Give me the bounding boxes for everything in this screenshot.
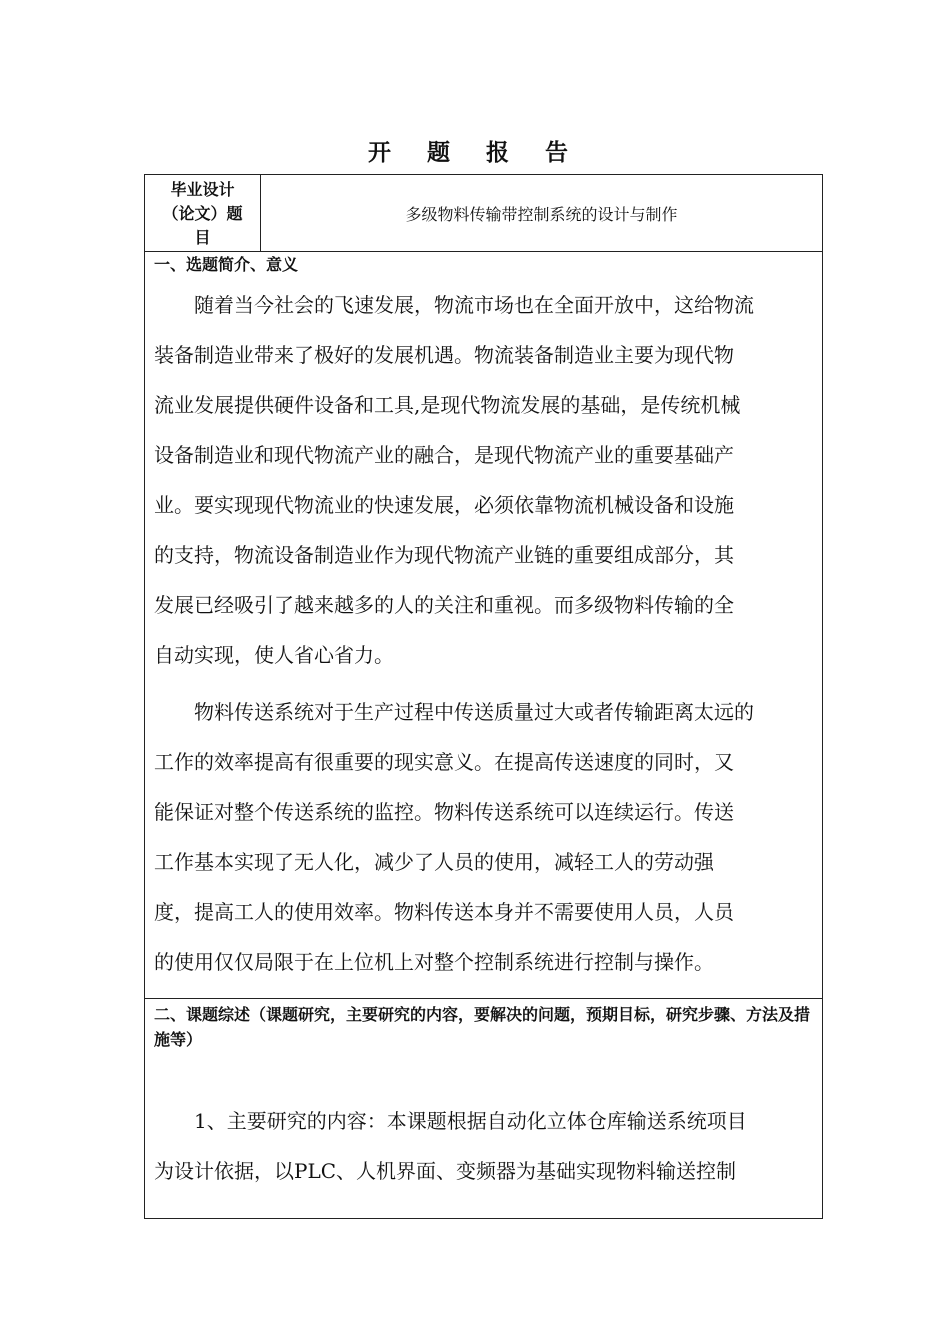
topic-label-line: 毕业设计 — [170, 180, 235, 199]
section-paragraph — [154, 280, 816, 680]
paragraph-line: 的使用仅仅局限于在上位机上对整个控制系统进行控制与操作。 — [154, 950, 714, 974]
topic-label — [145, 175, 261, 251]
paragraph-line: 工作基本实现了无人化，减少了人员的使用，减轻工人的劳动强 — [154, 850, 714, 874]
topic-label-line: （论文）题 — [162, 204, 243, 223]
section-heading: 二、课题综述（课题研究，主要研究的内容，要解决的问题，预期目标，研究步骤、方法及措施等） — [154, 1005, 811, 1049]
section-paragraph — [154, 687, 816, 987]
topic-value: 多级物料传输带控制系统的设计与制作 — [405, 204, 678, 224]
paragraph-line: 随着当今社会的飞速发展，物流市场也在全面开放中，这给物流 — [154, 293, 754, 317]
paragraph-line: 度，提高工人的使用效率。物料传送本身并不需要使用人员，人员 — [154, 900, 734, 924]
paragraph-line: 装备制造业带来了极好的发展机遇。物流装备制造业主要为现代物 — [154, 343, 734, 367]
proposal-form-table — [144, 174, 823, 1219]
paragraph-line: 的支持，物流设备制造业作为现代物流产业链的重要组成部分，其 — [154, 543, 734, 567]
paragraph-line: 自动实现，使人省心省力。 — [154, 643, 394, 667]
paragraph-line: 1、主要研究的内容：本课题根据自动化立体仓库输送系统项目 — [154, 1109, 747, 1133]
paragraph-line: 工作的效率提高有很重要的现实意义。在提高传送速度的同时，又 — [154, 750, 734, 774]
paragraph-line: 流业发展提供硬件设备和工具,是现代物流发展的基础，是传统机械 — [154, 393, 741, 417]
section-overview — [145, 999, 822, 1218]
paragraph-line: 能保证对整个传送系统的监控。物料传送系统可以连续运行。传送 — [154, 800, 734, 824]
section-intro — [145, 251, 822, 999]
paragraph-line: 业。要实现现代物流业的快速发展，必须依靠物流机械设备和设施 — [154, 493, 734, 517]
paragraph-line: 发展已经吸引了越来越多的人的关注和重视。而多级物料传输的全 — [154, 593, 734, 617]
paragraph-line: 物料传送系统对于生产过程中传送质量过大或者传输距离太远的 — [154, 700, 754, 724]
page-title: 开 题 报 告 — [367, 140, 583, 166]
paragraph-line: 设备制造业和现代物流产业的融合，是现代物流产业的重要基础产 — [154, 443, 734, 467]
topic-row — [145, 175, 822, 252]
section-paragraph — [154, 1096, 816, 1196]
paragraph-line: 为设计依据，以PLC、人机界面、变频器为基础实现物料输送控制 — [154, 1159, 737, 1183]
section-heading: 一、选题简介、意义 — [154, 255, 299, 274]
topic-label-line: 目 — [194, 228, 211, 247]
